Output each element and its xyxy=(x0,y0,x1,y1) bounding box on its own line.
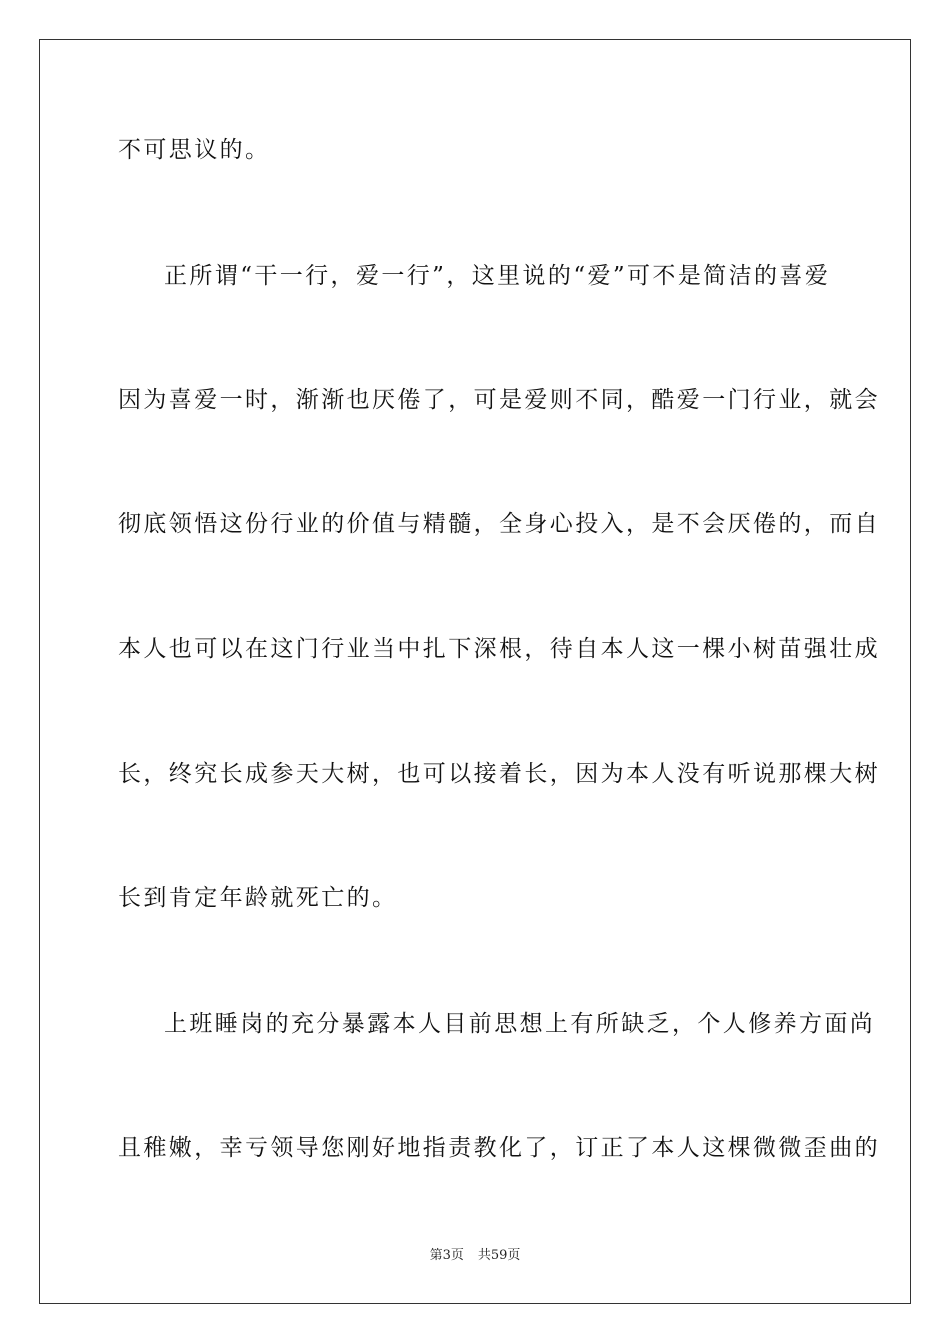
page-number: 第3页 xyxy=(429,1248,464,1263)
body-line-9: 且稚嫩，幸亏领导您刚好地指责教化了，订正了本人这棵微微歪曲的 xyxy=(118,1135,880,1161)
body-line-4: 彻底领悟这份行业的价值与精髓，全身心投入，是不会厌倦的，而自 xyxy=(118,511,880,537)
body-line-5: 本人也可以在这门行业当中扎下深根，待自本人这一棵小树苗强壮成 xyxy=(118,636,880,662)
page-total: 共59页 xyxy=(477,1248,521,1263)
body-line-2: 正所谓“干一行，爱一行”，这里说的“爱”可不是简洁的喜爱 xyxy=(164,263,831,289)
body-line-3: 因为喜爱一时，渐渐也厌倦了，可是爱则不同，酷爱一门行业，就会 xyxy=(118,387,880,413)
body-line-1: 不可思议的。 xyxy=(118,137,271,163)
body-line-7: 长到肯定年龄就死亡的。 xyxy=(118,885,398,911)
page-footer xyxy=(0,1247,950,1265)
body-line-8: 上班睡岗的充分暴露本人目前思想上有所缺乏，个人修养方面尚 xyxy=(164,1011,876,1037)
page-border xyxy=(39,39,911,1304)
body-line-6: 长，终究长成参天大树，也可以接着长，因为本人没有听说那棵大树 xyxy=(118,761,880,787)
